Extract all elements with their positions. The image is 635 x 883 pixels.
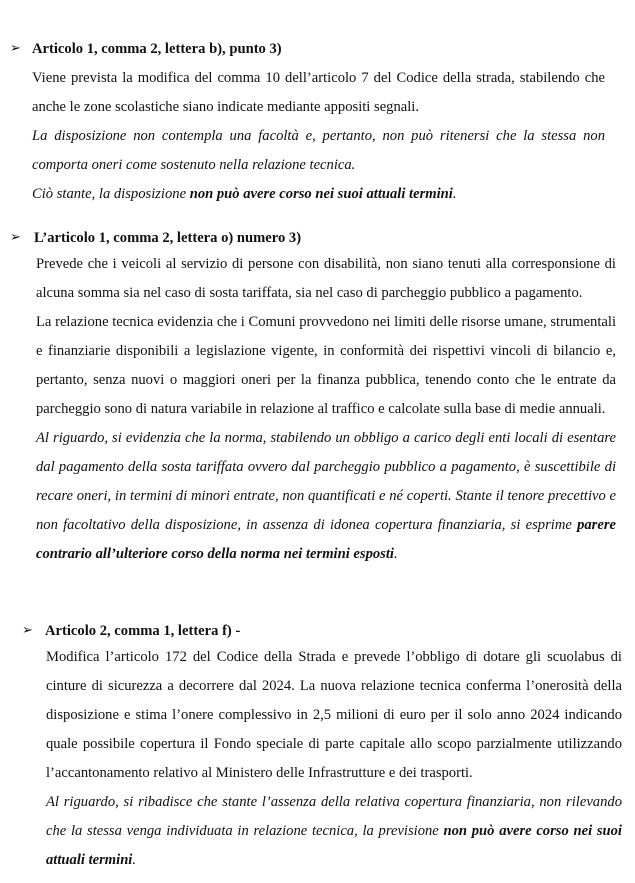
conclusion-text: Al riguardo, si ribadisce che stante l’assenza della relativa copertura finanziaria, non rilevando che la stessa venga individuata in relazione tecnica, la previsione <box>46 794 622 839</box>
conclusion-bold: parere contrario all’ulteriore corso della norma nei termini esposti <box>36 517 616 562</box>
conclusion-tail: . <box>452 186 457 202</box>
paragraph: Prevede che i veicoli al servizio di persone con disabilità, non siano tenuti alla corresponsione di alcuna somma sia nel caso di sosta tariffata, sia nel caso di parcheggio pubblico a pagamento. <box>36 256 616 301</box>
section-heading: Articolo 2, comma 1, lettera f) - <box>45 623 241 639</box>
section-heading: L’articolo 1, comma 2, lettera o) numero 3) <box>34 230 302 246</box>
paragraph: Modifica l’articolo 172 del Codice della Strada e prevede l’obbligo di dotare gli scuolabus di cinture di sicurezza a decorrere dal 2024. La nuova relazione tecnica conferma l’onerosità della disposizione e stima l’onere complessivo in 2,5 milioni di euro per il solo anno 2024 indicando quale possibile copertura il Fondo speciale di parte capitale allo scopo parzialmente utilizzando l’accantonamento relativo al Ministero delle Infrastrutture e dei trasporti. <box>46 649 622 781</box>
paragraph-conclusion <box>36 424 616 569</box>
paragraph-conclusion <box>46 788 622 875</box>
conclusion-text: Al riguardo, si evidenzia che la norma, stabilendo un obbligo a carico degli enti locali di esentare dal pagamento della sosta tariffata ovvero dal parcheggio pubblico a pagamento, è suscettibile di recare oneri, in termini di minori entrate, non quantificati e né coperti. Stante il tenore precettivo e non facoltativo della disposizione, in assenza di idonea copertura finanziaria, si esprime <box>36 430 616 533</box>
paragraph-italic: La disposizione non contempla una facoltà e, pertanto, non può ritenersi che la stessa non comporta oneri come sostenuto nella relazione tecnica. <box>32 128 605 173</box>
conclusion-text: Ciò stante, la disposizione <box>32 186 190 202</box>
section-body <box>36 250 616 569</box>
section-heading: Articolo 1, comma 2, lettera b), punto 3) <box>32 41 282 57</box>
paragraph-conclusion <box>32 180 605 209</box>
conclusion-tail: . <box>132 852 137 868</box>
section-body <box>32 64 605 209</box>
section-body <box>46 643 622 875</box>
arrow-bullet-icon: ➢ <box>10 41 21 56</box>
paragraph: Viene prevista la modifica del comma 10 dell’articolo 7 del Codice della strada, stabilendo che anche le zone scolastiche siano indicate mediante appositi segnali. <box>32 70 605 115</box>
paragraph: La relazione tecnica evidenzia che i Comuni provvedono nei limiti delle risorse umane, strumentali e finanziarie disponibili a legislazione vigente, in conformità dei rispettivi vincoli di bilancio e, pertanto, senza nuovi o maggiori oneri per la finanza pubblica, tenendo conto che le entrate da parcheggio sono di natura variabile in relazione al traffico e calcolate sulla base di medie annuali. <box>36 314 616 417</box>
conclusion-tail: . <box>393 546 398 562</box>
arrow-bullet-icon: ➢ <box>22 623 33 638</box>
conclusion-bold: non può avere corso nei suoi attuali termini <box>189 186 453 202</box>
arrow-bullet-icon: ➢ <box>10 230 21 245</box>
conclusion-bold: non può avere corso nei suoi attuali termini <box>46 823 622 868</box>
